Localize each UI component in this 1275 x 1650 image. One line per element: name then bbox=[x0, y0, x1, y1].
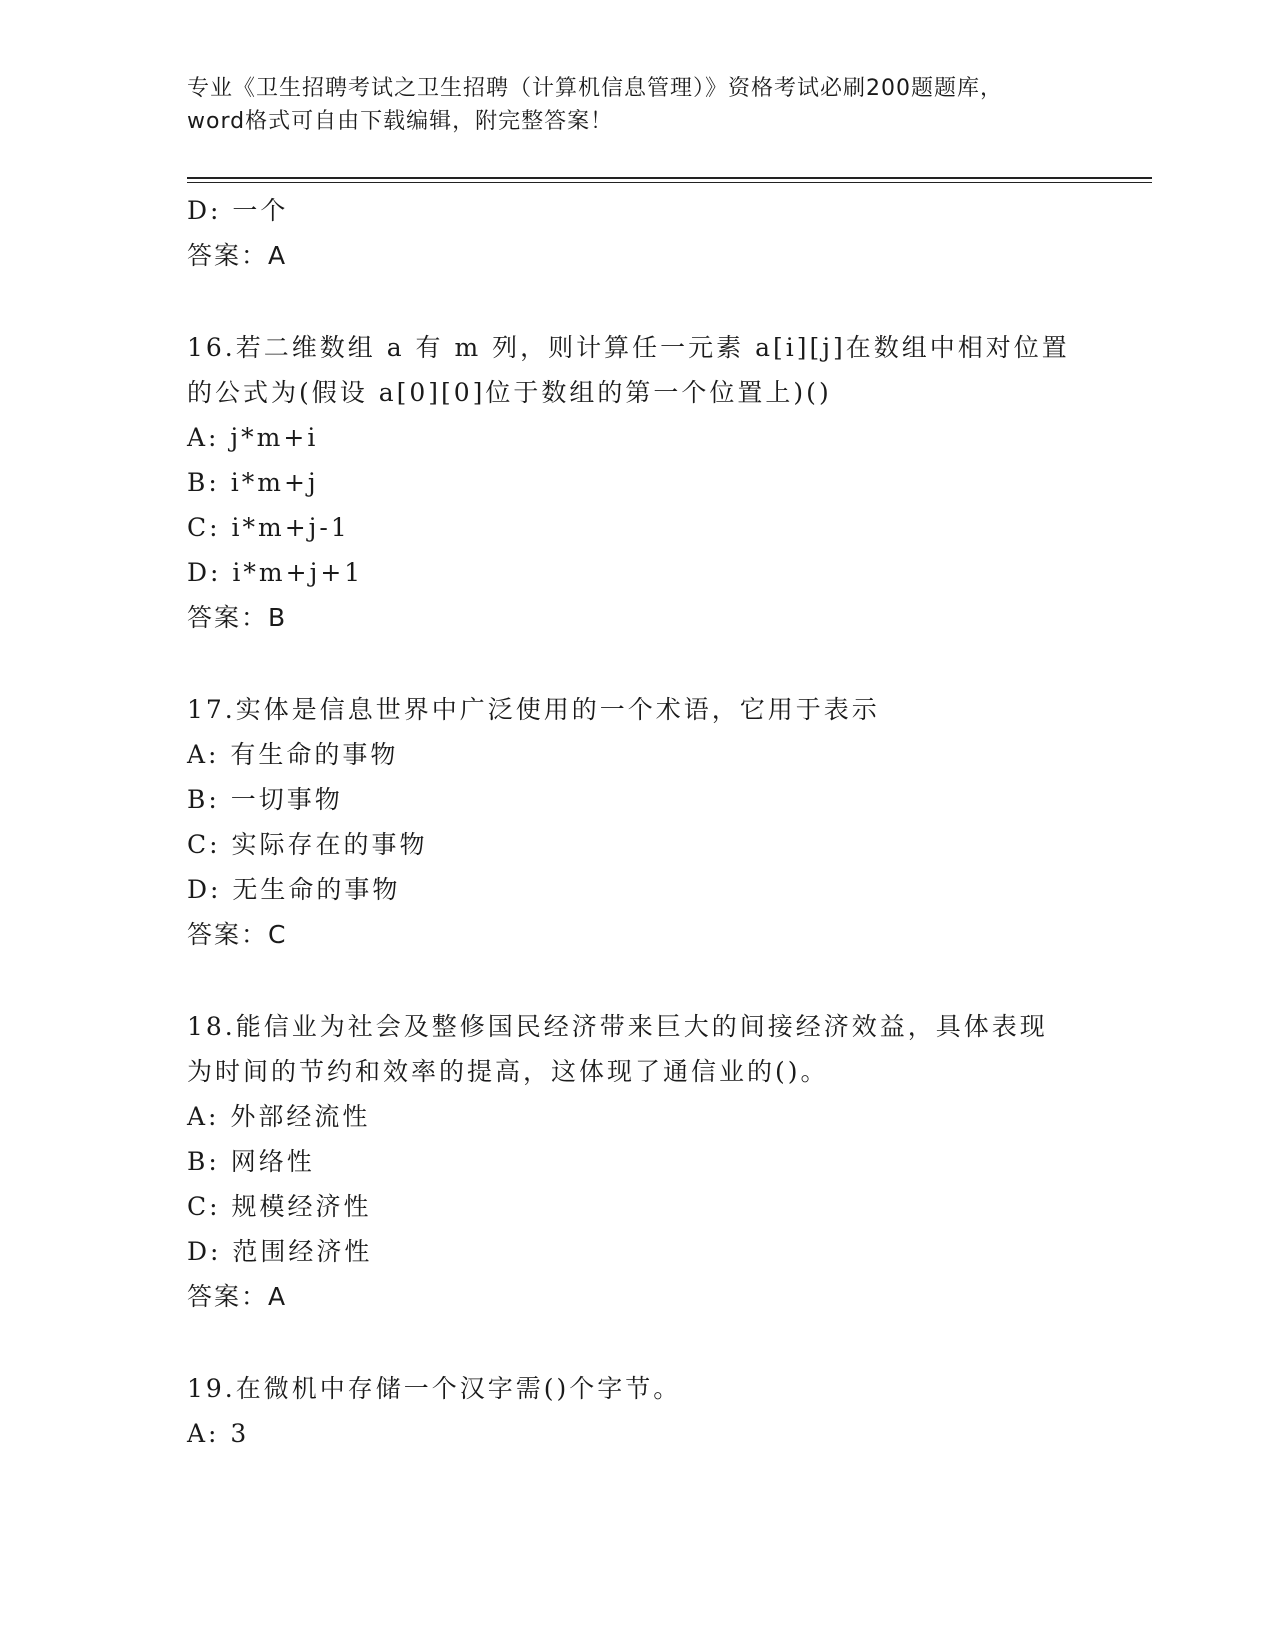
question-16-option-d: D: i*m+j+1 bbox=[187, 558, 364, 587]
question-18-title-line-2: 为时间的节约和效率的提高，这体现了通信业的()。 bbox=[187, 1057, 829, 1086]
question-16-option-c: C: i*m+j-1 bbox=[187, 513, 350, 542]
question-17-option-b: B: 一切事物 bbox=[187, 785, 343, 814]
question-18-option-b: B: 网络性 bbox=[187, 1147, 315, 1176]
header-line-1: 专业《卫生招聘考试之卫生招聘（计算机信息管理）》资格考试必刷200题题库， bbox=[187, 76, 1003, 101]
document-header bbox=[187, 72, 1087, 138]
question-18-option-c: C: 规模经济性 bbox=[187, 1192, 372, 1221]
question-17-option-a: A: 有生命的事物 bbox=[187, 740, 399, 769]
question-18-answer: 答案：A bbox=[187, 1282, 288, 1311]
question-19-title: 19.在微机中存储一个汉字需()个字节。 bbox=[187, 1374, 682, 1403]
question-18-option-d: D: 范围经济性 bbox=[187, 1237, 373, 1266]
question-17-answer: 答案：C bbox=[187, 920, 288, 949]
question-list bbox=[187, 188, 1107, 1456]
header-divider bbox=[187, 177, 1152, 183]
header-line-2: word格式可自由下载编辑，附完整答案！ bbox=[187, 109, 614, 134]
answer: 答案：A bbox=[187, 241, 288, 270]
question-16-title-line-2: 的公式为(假设 a[0][0]位于数组的第一个位置上)() bbox=[187, 378, 832, 407]
question-16-title-line-1: 16.若二维数组 a 有 m 列，则计算任一元素 a[i][j]在数组中相对位置 bbox=[187, 333, 1070, 362]
question-18-option-a: A: 外部经流性 bbox=[187, 1102, 371, 1131]
option-d: D: 一个 bbox=[187, 196, 289, 225]
question-16-option-b: B: i*m+j bbox=[187, 468, 319, 497]
question-17-title: 17.实体是信息世界中广泛使用的一个术语，它用于表示 bbox=[187, 695, 880, 724]
question-19-option-a: A: 3 bbox=[187, 1419, 250, 1448]
question-18-title-line-1: 18.能信业为社会及整修国民经济带来巨大的间接经济效益，具体表现 bbox=[187, 1012, 1048, 1041]
question-16-option-a: A: j*m+i bbox=[187, 423, 319, 452]
question-17-option-c: C: 实际存在的事物 bbox=[187, 830, 428, 859]
question-17-option-d: D: 无生命的事物 bbox=[187, 875, 401, 904]
question-16-answer: 答案：B bbox=[187, 603, 288, 632]
